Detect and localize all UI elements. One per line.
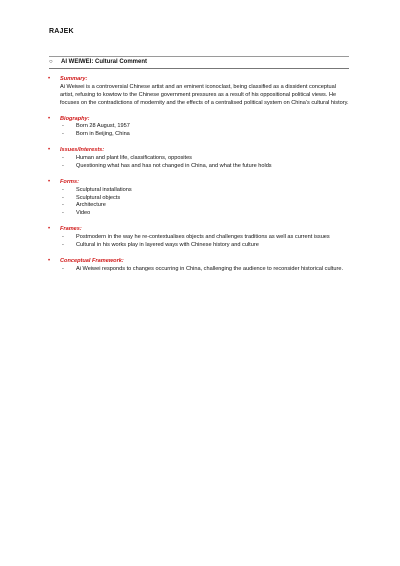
section-forms xyxy=(49,179,351,219)
red-bullet-icon: • xyxy=(48,76,51,82)
list-item-text: Born in Beijing, China xyxy=(76,131,130,138)
list-item-text: Architecture xyxy=(76,202,106,209)
list-item xyxy=(62,187,351,195)
section-heading: Forms: xyxy=(60,178,79,185)
dash-marker: - xyxy=(62,234,64,241)
dash-marker: - xyxy=(62,265,64,272)
list-item-text: Sculptural objects xyxy=(76,194,121,201)
list-item xyxy=(62,163,351,171)
list-item xyxy=(62,131,351,139)
dash-marker: - xyxy=(62,194,64,201)
dash-marker: - xyxy=(62,123,64,130)
item-list xyxy=(49,266,351,274)
section-paragraph: Ai Weiwei is a controversial Chinese artist and an eminent iconoclast, being classified as a dissident conceptual artist, refusing to kowtow to the Chinese government pressures as a result of his oppositional political views. He focuses on the contradictions of modernity and the effects of a centralised political system on China’s cultural history. xyxy=(60,83,349,106)
list-item-text: Postmodern in the way he re-contextualises objects and challenges traditions as well as current issues xyxy=(76,234,330,241)
list-item xyxy=(62,210,351,218)
list-item xyxy=(62,195,351,203)
item-list xyxy=(49,123,351,139)
section-conceptual-framework xyxy=(49,258,351,274)
list-item xyxy=(62,123,351,131)
dash-marker: - xyxy=(62,155,64,162)
document-sections xyxy=(49,76,351,281)
list-item xyxy=(62,155,351,163)
section-summary xyxy=(49,76,351,108)
list-item-text: Questioning what has and has not changed in China, and what the future holds xyxy=(76,162,272,169)
dash-marker: - xyxy=(62,186,64,193)
section-heading: Biography: xyxy=(60,115,90,122)
section-heading: Frames: xyxy=(60,226,82,233)
list-item-text: Sculptural installations xyxy=(76,186,132,193)
list-item-text: Born 28 August, 1957 xyxy=(76,123,130,130)
item-list xyxy=(49,155,351,171)
list-item xyxy=(62,234,351,242)
document-title: AI WEIWEI: Cultural Comment xyxy=(61,59,147,65)
dash-marker: - xyxy=(62,202,64,209)
dash-marker: - xyxy=(62,162,64,169)
list-item-text: Cultural in his works play in layered ways with Chinese history and culture xyxy=(76,241,259,248)
list-item-text: Ai Weiwei responds to changes occurring in China, challenging the audience to reconsider historical culture. xyxy=(76,265,343,272)
red-bullet-icon: • xyxy=(48,178,51,185)
item-list xyxy=(49,234,351,250)
list-item xyxy=(62,242,351,250)
title-bar xyxy=(49,56,349,69)
list-item-text: Video xyxy=(76,210,91,217)
item-list xyxy=(49,187,351,219)
section-heading: Issues/Interests: xyxy=(60,147,105,154)
section-heading: Summary: xyxy=(60,76,88,82)
list-item-text: Human and plant life, classifications, opposites xyxy=(76,155,192,162)
section-issues-interests xyxy=(49,147,351,171)
section-heading: Conceptual Framework: xyxy=(60,257,124,264)
red-bullet-icon: • xyxy=(48,115,51,122)
section-biography xyxy=(49,116,351,140)
dash-marker: - xyxy=(62,210,64,217)
author-name: RAJEK xyxy=(49,28,74,35)
red-bullet-icon: • xyxy=(48,226,51,233)
dash-marker: - xyxy=(62,131,64,138)
red-bullet-icon: • xyxy=(48,257,51,264)
section-frames xyxy=(49,226,351,250)
dash-marker: - xyxy=(62,241,64,248)
red-bullet-icon: • xyxy=(48,147,51,154)
list-item xyxy=(62,266,351,274)
circle-bullet-icon: ○ xyxy=(49,59,53,65)
list-item xyxy=(62,202,351,210)
